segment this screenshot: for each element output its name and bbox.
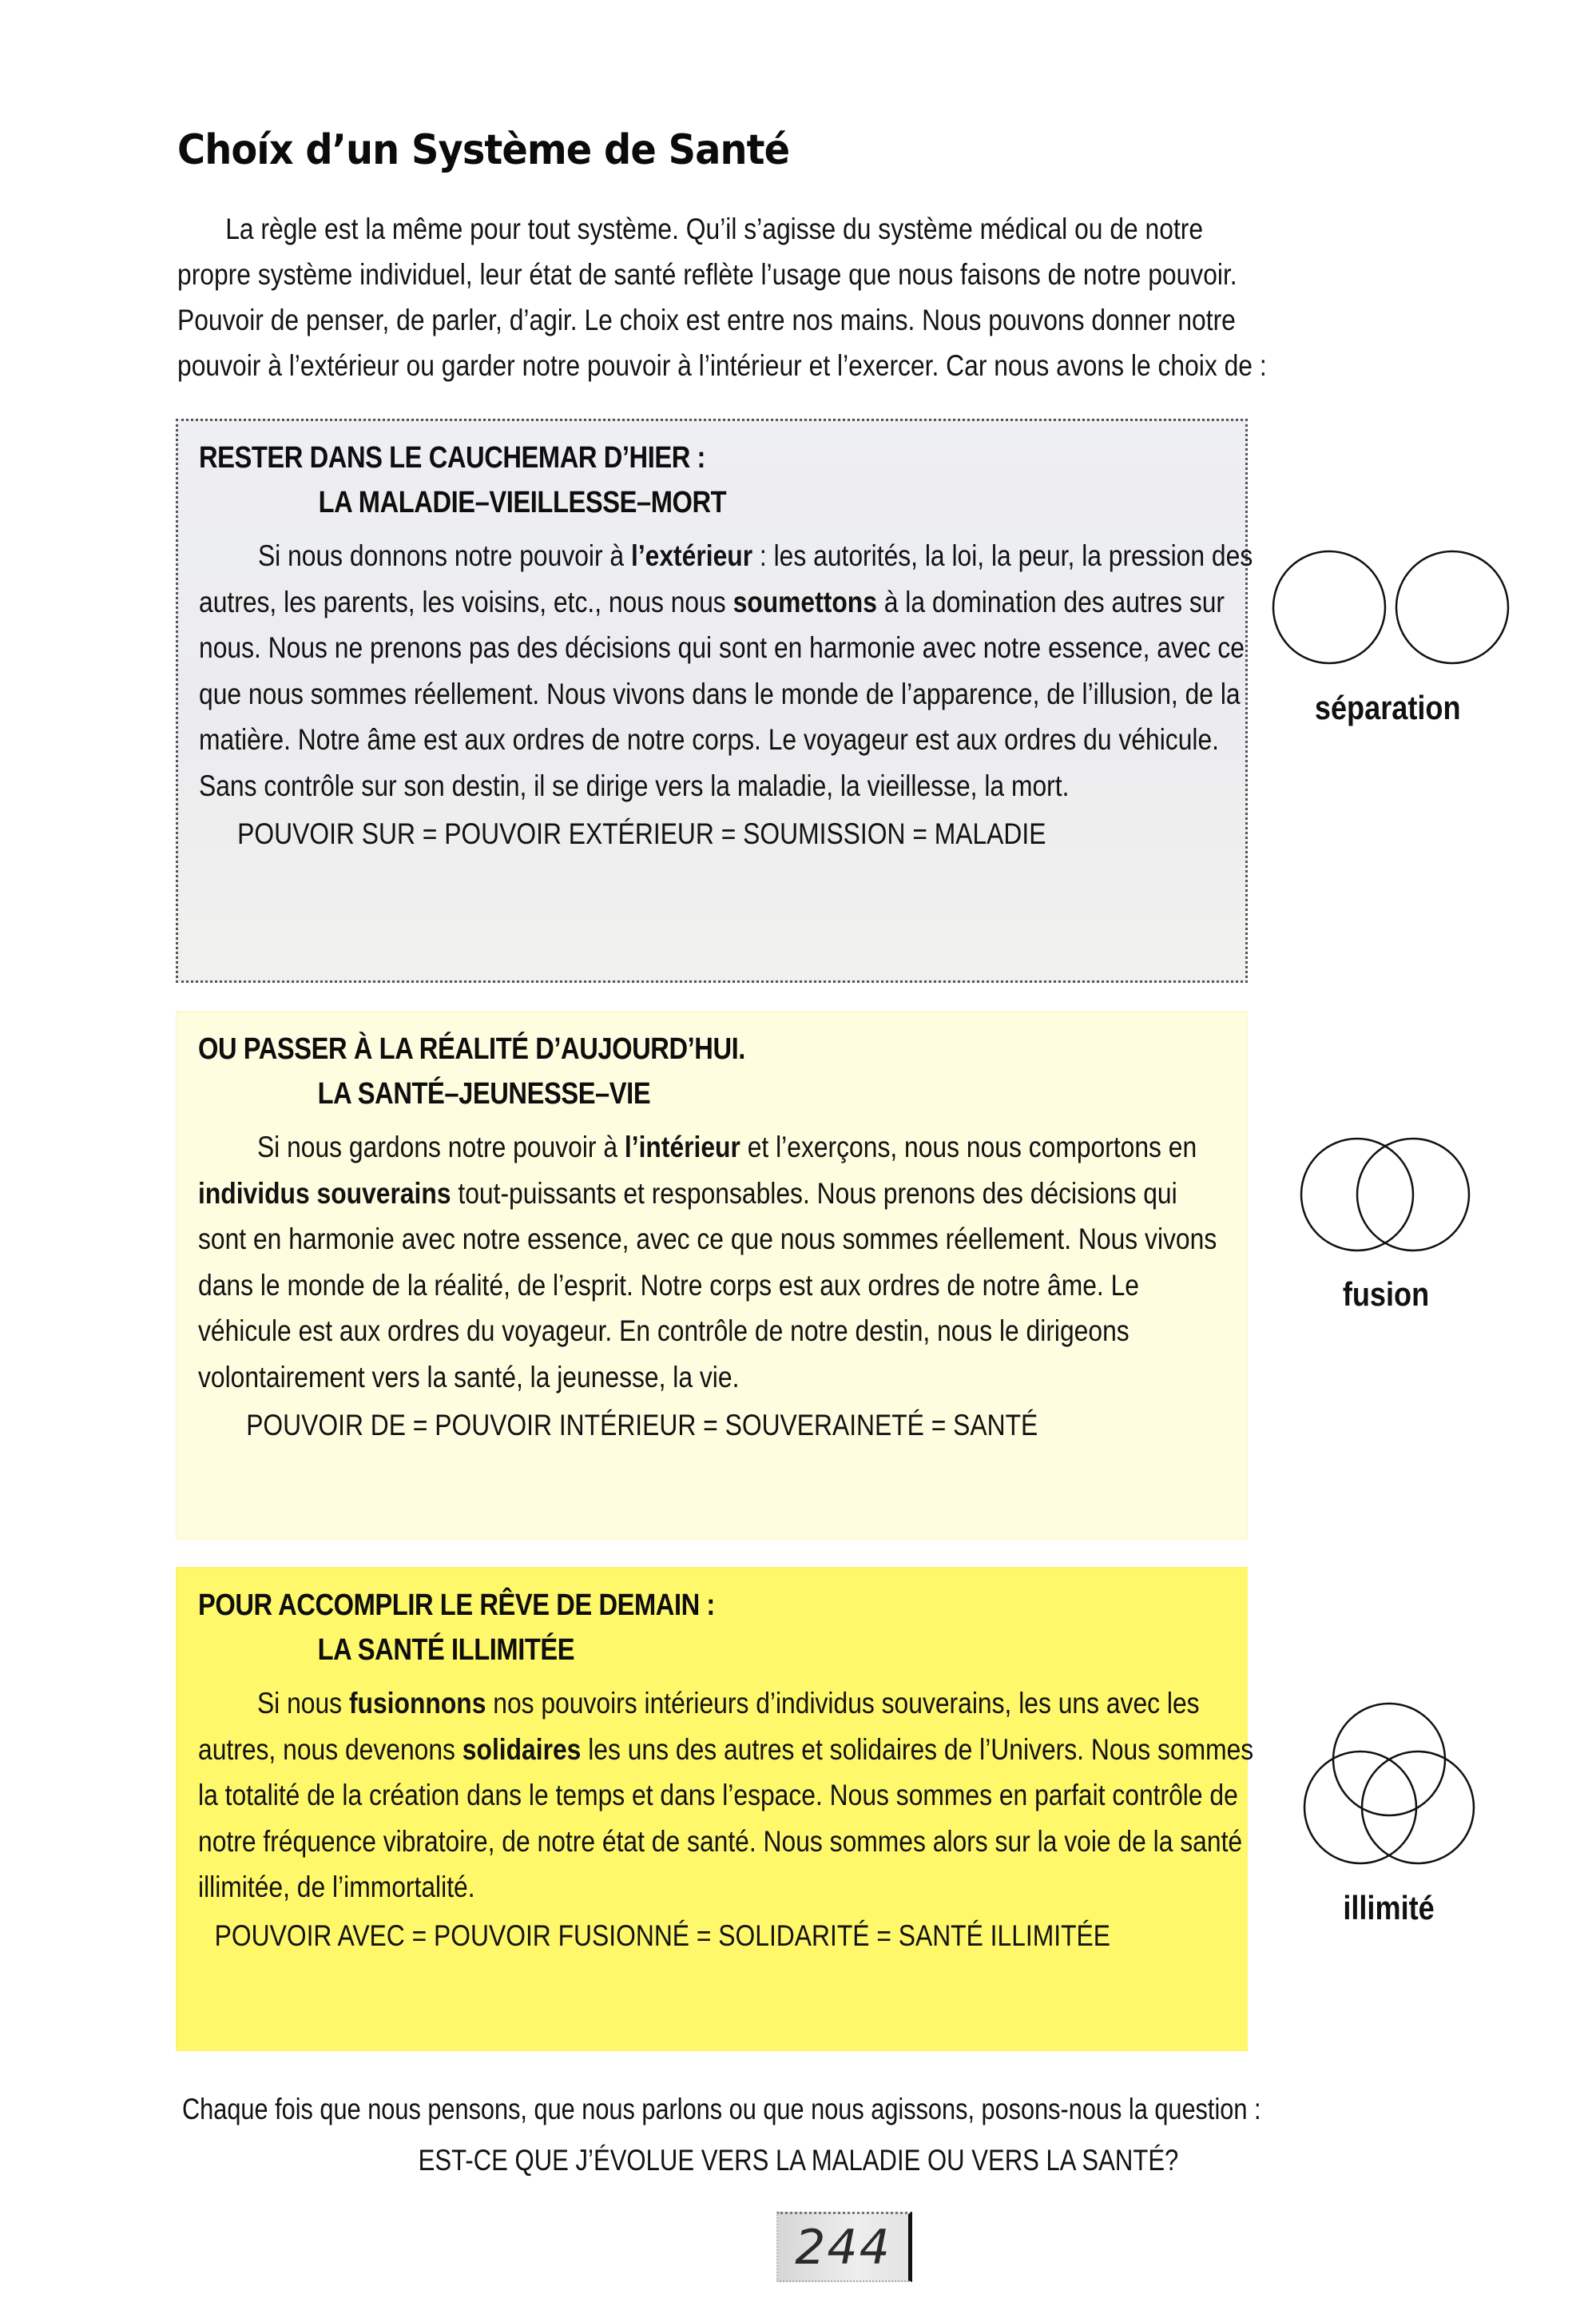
illimite-diagram	[1289, 1702, 1489, 1927]
diagram-label: fusion	[1342, 1275, 1430, 1313]
choice-heading: POUR ACCOMPLIR LE RÊVE DE DEMAIN :	[198, 1588, 715, 1622]
choice-box-reality	[176, 1011, 1248, 1540]
separation-diagram	[1256, 543, 1519, 727]
body-text: Si nous gardons notre pouvoir à	[256, 1131, 625, 1163]
closing-question-wrap	[0, 2137, 1596, 2185]
choice-heading: RESTER DANS LE CAUCHEMAR D’HIER :	[199, 441, 705, 475]
body-emphasis: l’intérieur	[624, 1131, 740, 1163]
body-emphasis: fusionnons	[348, 1687, 486, 1720]
two-separate-circles-icon	[1264, 543, 1511, 671]
choice-subheading: LA MALADIE–VIEILLESSE–MORT	[318, 486, 727, 519]
page-number-box	[776, 2212, 912, 2282]
choice-box-dream	[176, 1567, 1254, 2051]
body-text: Si nous donnons notre pouvoir à	[257, 539, 631, 572]
closing-text: Chaque fois que nous pensons, que nous parlons ou que nous agissons, posons-nous la question :	[182, 2093, 1261, 2125]
choice-heading: OU PASSER À LA RÉALITÉ D’AUJOURD’HUI.	[198, 1032, 745, 1066]
body-emphasis: soumettons	[732, 585, 877, 618]
diagram-label: séparation	[1314, 689, 1461, 726]
body-text: les uns des autres et solidaires de l’Univers. Nous sommes la totalité de la création dans le temps et dans l’espace. Nous sommes en parfait contrôle de notre fréquence vibratoire, de notre état de santé. Nous sommes alors sur la voie de la santé illimitée, de l’immortalité.	[198, 1732, 1254, 1903]
body-text: à la domination des autres sur nous. Nous ne prenons pas des décisions qui sont en harmonie avec notre essence, avec ce que nous sommes réellement. Nous vivons dans le monde de l’apparence, de l’illusion, de la matière. Notre âme est aux ordres de notre corps. Le voyageur est aux ordres du véhicule. Sans contrôle sur son destin, il se dirige vers la maladie, la vieillesse, la mort.	[199, 585, 1245, 802]
fusion-diagram	[1286, 1135, 1486, 1314]
two-overlapping-circles-icon	[1298, 1135, 1474, 1254]
choice-content	[199, 435, 1253, 857]
body-text: tout-puissants et responsables. Nous prenons des décisions qui sont en harmonie avec notre essence, avec ce que nous sommes réellement. Nous vivons dans le monde de la réalité, de l’esprit. Notre corps est aux ordres de notre âme. Le véhicule est aux ordres du voyageur. En contrôle de notre destin, nous le dirigeons volontairement vers la santé, la jeunesse, la vie.	[198, 1176, 1217, 1394]
body-text: nos pouvoirs intérieurs d’individus souverains, les uns avec les autres, nous devenons	[198, 1687, 1200, 1766]
body-emphasis: l’extérieur	[630, 539, 753, 572]
body-emphasis: solidaires	[462, 1732, 582, 1766]
closing-question: EST-CE QUE J’ÉVOLUE VERS LA MALADIE OU VERS LA SANTÉ?	[418, 2144, 1178, 2177]
choice-equation: POUVOIR DE = POUVOIR INTÉRIEUR = SOUVERAINETÉ = SANTÉ	[246, 1409, 1038, 1441]
page-title: Choíx d’un Système de Santé	[177, 126, 790, 174]
choice-content	[198, 1027, 1229, 1448]
choice-body	[198, 1124, 1229, 1400]
intro-line: pouvoir à l’extérieur ou garder notre pouvoir à l’intérieur et l’exercer. Car nous avons le choix de :	[177, 349, 1267, 382]
choice-box-nightmare	[176, 419, 1253, 983]
intro-line: propre système individuel, leur état de santé reflète l’usage que nous faisons de notre pouvoir.	[177, 258, 1237, 291]
body-text: : les autorités, la loi, la peur, la pression des autres, les parents, les voisins, etc., nous nous	[199, 539, 1253, 618]
intro-paragraph	[177, 206, 1483, 388]
choice-equation: POUVOIR AVEC = POUVOIR FUSIONNÉ = SOLIDARITÉ = SANTÉ ILLIMITÉE	[214, 1918, 1110, 1952]
choice-subheading: LA SANTÉ ILLIMITÉE	[317, 1633, 575, 1667]
three-overlapping-circles-icon	[1301, 1702, 1477, 1870]
choice-content	[198, 1583, 1254, 1958]
body-text: Si nous	[256, 1687, 349, 1720]
intro-line: La règle est la même pour tout système. Qu’il s’agisse du système médical ou de notre	[225, 213, 1204, 245]
choice-equation: POUVOIR SUR = POUVOIR EXTÉRIEUR = SOUMISSION = MALADIE	[237, 817, 1046, 850]
choice-body	[199, 533, 1271, 809]
diagram-label: illimité	[1343, 1889, 1435, 1926]
body-emphasis: individus souverains	[198, 1176, 451, 1210]
body-text: et l’exerçons, nous nous comportons en	[740, 1131, 1197, 1163]
page-number: 244	[795, 2220, 891, 2276]
choice-subheading: LA SANTÉ–JEUNESSE–VIE	[317, 1077, 651, 1111]
choice-body	[198, 1680, 1256, 1910]
intro-line: Pouvoir de penser, de parler, d’agir. Le choix est entre nos mains. Nous pouvons donner notre	[177, 304, 1236, 336]
